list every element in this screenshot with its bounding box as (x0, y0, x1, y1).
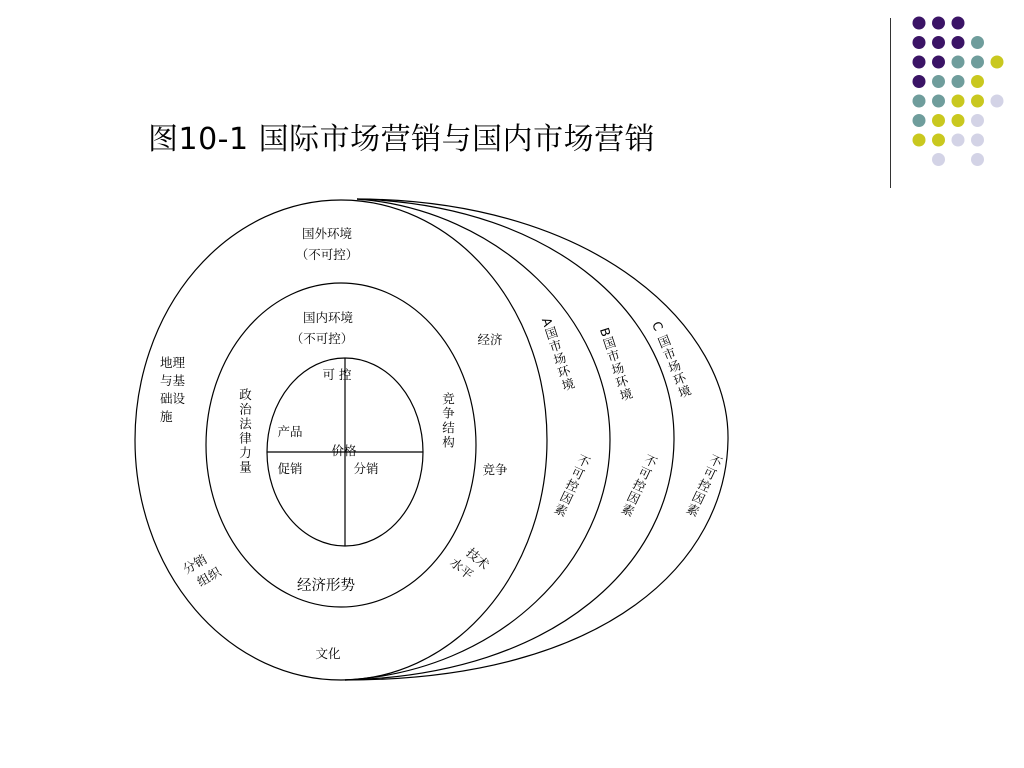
politics-law-label: 政治法律力量 (237, 388, 253, 475)
country-b-env-group (597, 326, 635, 404)
distribution-org-group (180, 548, 224, 592)
tech-level-group (447, 541, 492, 587)
slide-title: 图10-1 国际市场营销与国内市场营销 (148, 122, 656, 157)
price-label: 价格 (331, 443, 357, 458)
geography-infra-line-3: 础设 (160, 391, 186, 406)
uncontrollable-c-label: 不可控因素 (682, 451, 725, 520)
domestic-env-label: 国内环境 (302, 310, 354, 325)
country-c-arc (345, 199, 728, 680)
competition-structure-label: 竞争结构 (440, 392, 456, 450)
promotion-label: 促销 (277, 461, 303, 476)
geography-infra-line-1: 地理 (160, 355, 186, 370)
country-a-env-group (539, 316, 577, 394)
uncontrollable-b-label: 不可控因素 (617, 451, 660, 520)
geography-infra-line-2: 与基 (160, 373, 186, 388)
uncontrollable-b-group (618, 452, 660, 520)
country-b-env-label: B国市场环境 (596, 325, 635, 404)
product-label: 产品 (277, 424, 303, 439)
tech-level-line-1: 技术 (463, 544, 493, 573)
distribution-org-line-2: 组织 (194, 563, 224, 590)
controllable-label: 可 控 (322, 367, 352, 382)
foreign-env-sub-label: （不可控） (295, 247, 359, 262)
distribution-label: 分销 (353, 461, 379, 476)
distribution-org-line-1: 分销 (180, 551, 210, 577)
economy-label: 经济 (477, 332, 503, 347)
tech-level-line-2: 水平 (447, 554, 477, 583)
country-c-env-label: C 国市场环境 (649, 319, 694, 402)
competition-label: 竞争 (482, 462, 508, 477)
culture-label: 文化 (315, 646, 341, 661)
uncontrollable-c-group (683, 452, 725, 520)
economic-situation-label: 经济形势 (297, 578, 355, 594)
country-c-env-group (649, 319, 694, 401)
country-a-env-label: A国市场环境 (538, 315, 577, 394)
uncontrollable-a-label: 不可控因素 (550, 451, 593, 520)
geography-infra-line-4: 施 (160, 409, 173, 424)
country-a-arc (345, 199, 610, 680)
domestic-env-sub-label: （不可控） (290, 331, 354, 346)
uncontrollable-a-group (551, 452, 593, 520)
foreign-env-label: 国外环境 (301, 226, 353, 241)
foreign-environment-ellipse (135, 200, 547, 680)
